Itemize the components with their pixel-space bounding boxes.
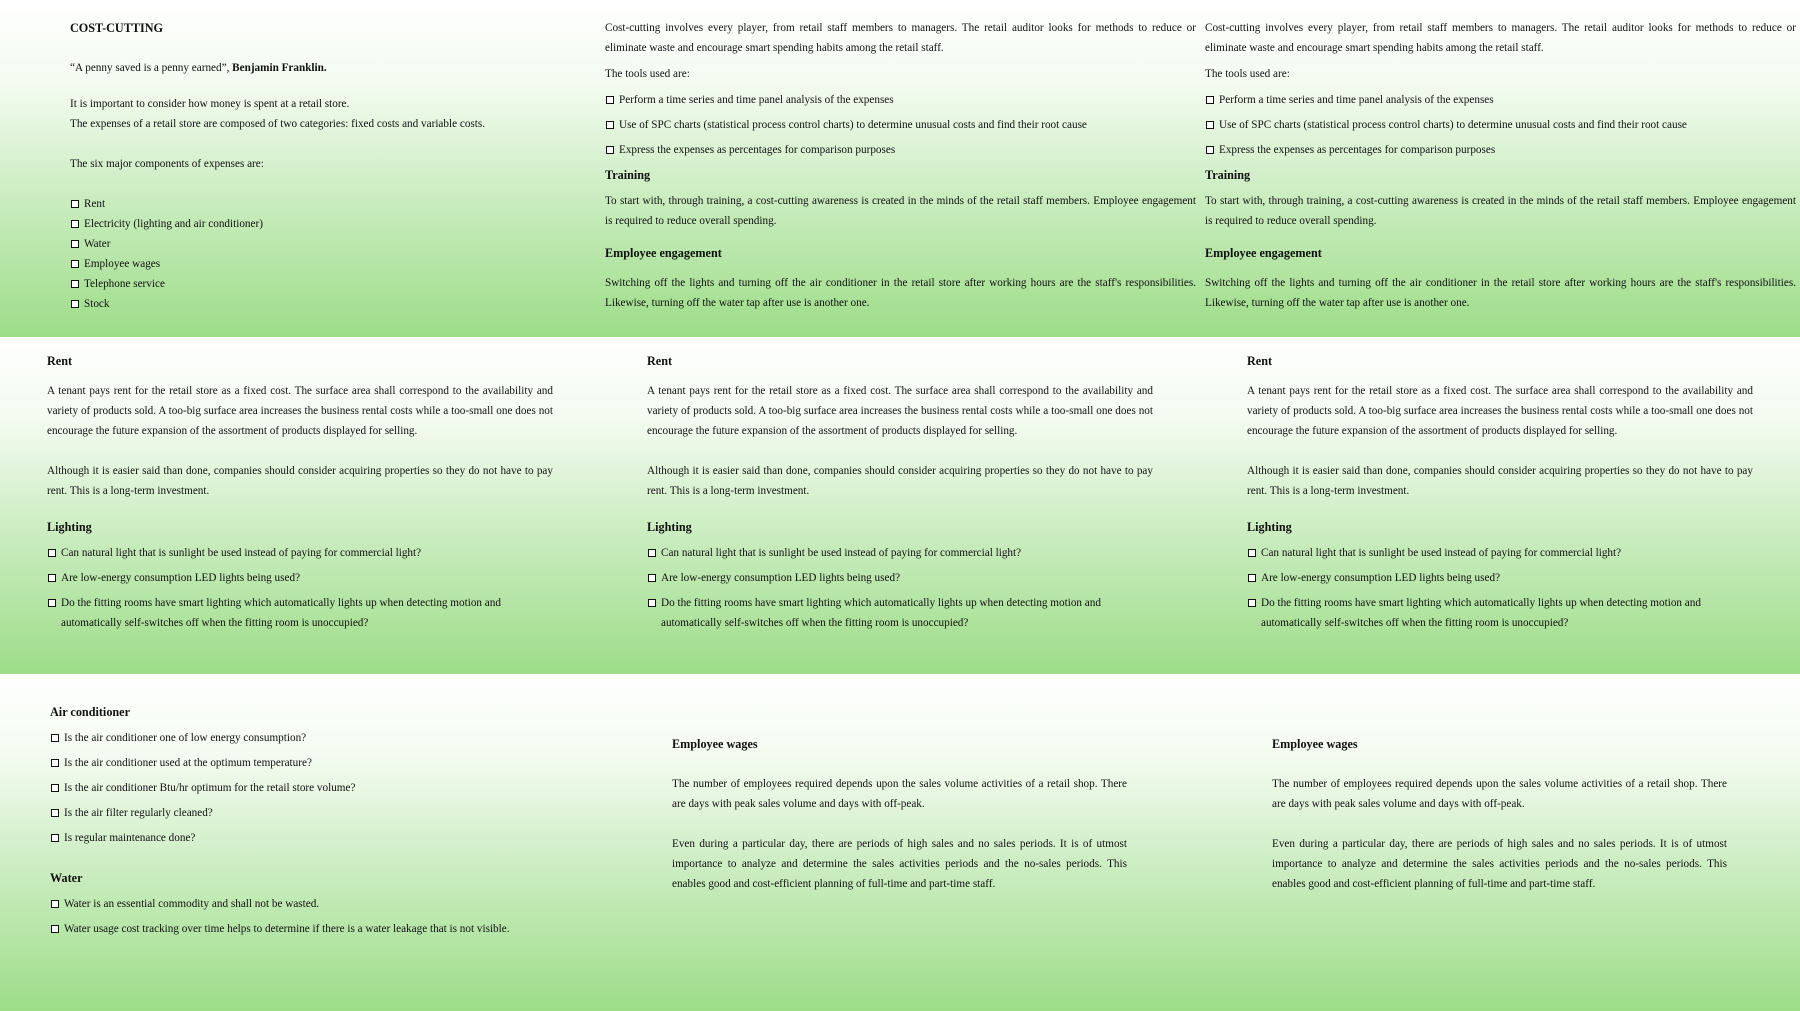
training-heading: Training bbox=[1205, 168, 1251, 182]
list-item: Is regular maintenance done? bbox=[50, 828, 550, 848]
rent-paragraph-1: A tenant pays rent for the retail store as a fixed cost. The surface area shall correspond to the availability and variety of products sold. A too-big surface area increases the business rental costs while a too-small one does not encourage the future expansion of the assortment of products displayed for selling. bbox=[47, 385, 553, 437]
lighting-list bbox=[47, 543, 553, 633]
lighting-list bbox=[647, 543, 1153, 633]
list-item: Water bbox=[70, 234, 570, 254]
wages-paragraph-1: The number of employees required depends upon the sales volume activities of a retail shop. There are days with peak sales volume and days with off-peak. bbox=[1272, 778, 1727, 810]
list-item: Are low-energy consumption LED lights being used? bbox=[647, 568, 1153, 588]
slide-rent-lighting bbox=[600, 337, 1200, 674]
engagement-paragraph: Switching off the lights and turning off the air conditioner in the retail store after working hours are the staff's responsibilities. Likewise, turning off the water tap after use is another one. bbox=[605, 277, 1196, 309]
slide-content bbox=[672, 734, 1127, 894]
slide-employee-wages bbox=[600, 674, 1200, 1011]
quote-author: Benjamin Franklin. bbox=[232, 62, 327, 74]
slide-content bbox=[1247, 351, 1753, 638]
slide-rent-lighting bbox=[0, 337, 600, 674]
wages-heading: Employee wages bbox=[1272, 737, 1358, 751]
lighting-heading: Lighting bbox=[47, 520, 92, 534]
slide-content bbox=[647, 351, 1153, 638]
list-item: Water is an essential commodity and shall not be wasted. bbox=[50, 894, 550, 914]
components-lead: The six major components of expenses are: bbox=[70, 158, 264, 170]
slide-cost-cutting bbox=[0, 0, 600, 337]
list-item: Can natural light that is sunlight be used instead of paying for commercial light? bbox=[47, 543, 553, 563]
rent-heading: Rent bbox=[1247, 354, 1273, 368]
training-heading: Training bbox=[605, 168, 651, 182]
list-item: Express the expenses as percentages for comparison purposes bbox=[1205, 140, 1796, 160]
slide-content bbox=[70, 18, 570, 314]
wages-heading: Employee wages bbox=[672, 737, 758, 751]
wages-paragraph-2: Even during a particular day, there are periods of high sales and no sales periods. It is of utmost importance to analyze and determine the sales activities periods and the no-sales periods. This enables good and cost-efficient planning of full-time and part-time staff. bbox=[672, 838, 1127, 890]
list-item: Are low-energy consumption LED lights being used? bbox=[47, 568, 553, 588]
lighting-heading: Lighting bbox=[1247, 520, 1292, 534]
intro-paragraph: Cost-cutting involves every player, from retail staff members to managers. The retail auditor looks for methods to reduce or eliminate waste and encourage smart spending habits among the retail staff. bbox=[1205, 22, 1796, 54]
ac-heading: Air conditioner bbox=[50, 705, 131, 719]
slide-content bbox=[50, 702, 550, 944]
wages-paragraph-2: Even during a particular day, there are periods of high sales and no sales periods. It is of utmost importance to analyze and determine the sales activities periods and the no-sales periods. This enables good and cost-efficient planning of full-time and part-time staff. bbox=[1272, 838, 1727, 890]
slide-rent-lighting bbox=[1200, 337, 1800, 674]
ac-list bbox=[50, 728, 550, 848]
list-item: Is the air conditioner Btu/hr optimum for the retail store volume? bbox=[50, 778, 550, 798]
engagement-heading: Employee engagement bbox=[1205, 246, 1322, 260]
intro-line-2: The expenses of a retail store are composed of two categories: fixed costs and variable costs. bbox=[70, 118, 486, 130]
slide-content bbox=[47, 351, 553, 638]
list-item: Stock bbox=[70, 294, 570, 314]
rent-heading: Rent bbox=[647, 354, 673, 368]
list-item: Water usage cost tracking over time helps to determine if there is a water leakage that is not visible. bbox=[50, 919, 550, 939]
list-item: Is the air filter regularly cleaned? bbox=[50, 803, 550, 823]
quote-text: “A penny saved is a penny earned”, bbox=[70, 62, 233, 74]
list-item: Electricity (lighting and air conditioner) bbox=[70, 214, 570, 234]
water-heading: Water bbox=[50, 871, 83, 885]
tools-lead: The tools used are: bbox=[1205, 68, 1290, 80]
quote bbox=[70, 58, 570, 78]
slide-content bbox=[1272, 734, 1727, 894]
list-item: Are low-energy consumption LED lights being used? bbox=[1247, 568, 1753, 588]
list-item: Is the air conditioner one of low energy consumption? bbox=[50, 728, 550, 748]
list-item: Employee wages bbox=[70, 254, 570, 274]
list-item: Do the fitting rooms have smart lighting which automatically lights up when detecting motion and automatically self-switches off when the fitting room is unoccupied? bbox=[47, 593, 553, 633]
rent-paragraph-2: Although it is easier said than done, companies should consider acquiring properties so they do not have to pay rent. This is a long-term investment. bbox=[47, 465, 553, 497]
slide-title: COST-CUTTING bbox=[70, 21, 164, 35]
list-item: Rent bbox=[70, 194, 570, 214]
rent-paragraph-2: Although it is easier said than done, companies should consider acquiring properties so they do not have to pay rent. This is a long-term investment. bbox=[647, 465, 1153, 497]
list-item: Can natural light that is sunlight be used instead of paying for commercial light? bbox=[1247, 543, 1753, 563]
slide-tools-training bbox=[1200, 0, 1800, 337]
list-item: Do the fitting rooms have smart lighting which automatically lights up when detecting motion and automatically self-switches off when the fitting room is unoccupied? bbox=[647, 593, 1153, 633]
tools-list bbox=[605, 90, 1196, 160]
list-item: Is the air conditioner used at the optimum temperature? bbox=[50, 753, 550, 773]
list-item: Telephone service bbox=[70, 274, 570, 294]
intro-paragraph: Cost-cutting involves every player, from retail staff members to managers. The retail auditor looks for methods to reduce or eliminate waste and encourage smart spending habits among the retail staff. bbox=[605, 22, 1196, 54]
slide-tools-training bbox=[600, 0, 1200, 337]
list-item: Do the fitting rooms have smart lighting which automatically lights up when detecting motion and automatically self-switches off when the fitting room is unoccupied? bbox=[1247, 593, 1753, 633]
rent-paragraph-1: A tenant pays rent for the retail store as a fixed cost. The surface area shall correspond to the availability and variety of products sold. A too-big surface area increases the business rental costs while a too-small one does not encourage the future expansion of the assortment of products displayed for selling. bbox=[647, 385, 1153, 437]
list-item: Perform a time series and time panel analysis of the expenses bbox=[1205, 90, 1796, 110]
slide-content bbox=[605, 18, 1196, 313]
intro-line-1: It is important to consider how money is spent at a retail store. bbox=[70, 98, 350, 110]
slide-content bbox=[1205, 18, 1796, 313]
rent-heading: Rent bbox=[47, 354, 73, 368]
lighting-heading: Lighting bbox=[647, 520, 692, 534]
list-item: Express the expenses as percentages for comparison purposes bbox=[605, 140, 1196, 160]
list-item: Use of SPC charts (statistical process control charts) to determine unusual costs and find their root cause bbox=[605, 115, 1196, 135]
list-item: Use of SPC charts (statistical process control charts) to determine unusual costs and find their root cause bbox=[1205, 115, 1796, 135]
slide-employee-wages bbox=[1200, 674, 1800, 1011]
rent-paragraph-1: A tenant pays rent for the retail store as a fixed cost. The surface area shall correspond to the availability and variety of products sold. A too-big surface area increases the business rental costs while a too-small one does not encourage the future expansion of the assortment of products displayed for selling. bbox=[1247, 385, 1753, 437]
slide-air-water bbox=[0, 674, 600, 1011]
rent-paragraph-2: Although it is easier said than done, companies should consider acquiring properties so they do not have to pay rent. This is a long-term investment. bbox=[1247, 465, 1753, 497]
tools-lead: The tools used are: bbox=[605, 68, 690, 80]
training-paragraph: To start with, through training, a cost-cutting awareness is created in the minds of the retail staff members. Employee engagement is required to reduce overall spending. bbox=[1205, 195, 1796, 227]
lighting-list bbox=[1247, 543, 1753, 633]
list-item: Perform a time series and time panel analysis of the expenses bbox=[605, 90, 1196, 110]
training-paragraph: To start with, through training, a cost-cutting awareness is created in the minds of the retail staff members. Employee engagement is required to reduce overall spending. bbox=[605, 195, 1196, 227]
list-item: Can natural light that is sunlight be used instead of paying for commercial light? bbox=[647, 543, 1153, 563]
water-list bbox=[50, 894, 550, 939]
tools-list bbox=[1205, 90, 1796, 160]
wages-paragraph-1: The number of employees required depends upon the sales volume activities of a retail shop. There are days with peak sales volume and days with off-peak. bbox=[672, 778, 1127, 810]
engagement-paragraph: Switching off the lights and turning off the air conditioner in the retail store after working hours are the staff's responsibilities. Likewise, turning off the water tap after use is another one. bbox=[1205, 277, 1796, 309]
engagement-heading: Employee engagement bbox=[605, 246, 722, 260]
components-list bbox=[70, 194, 570, 314]
